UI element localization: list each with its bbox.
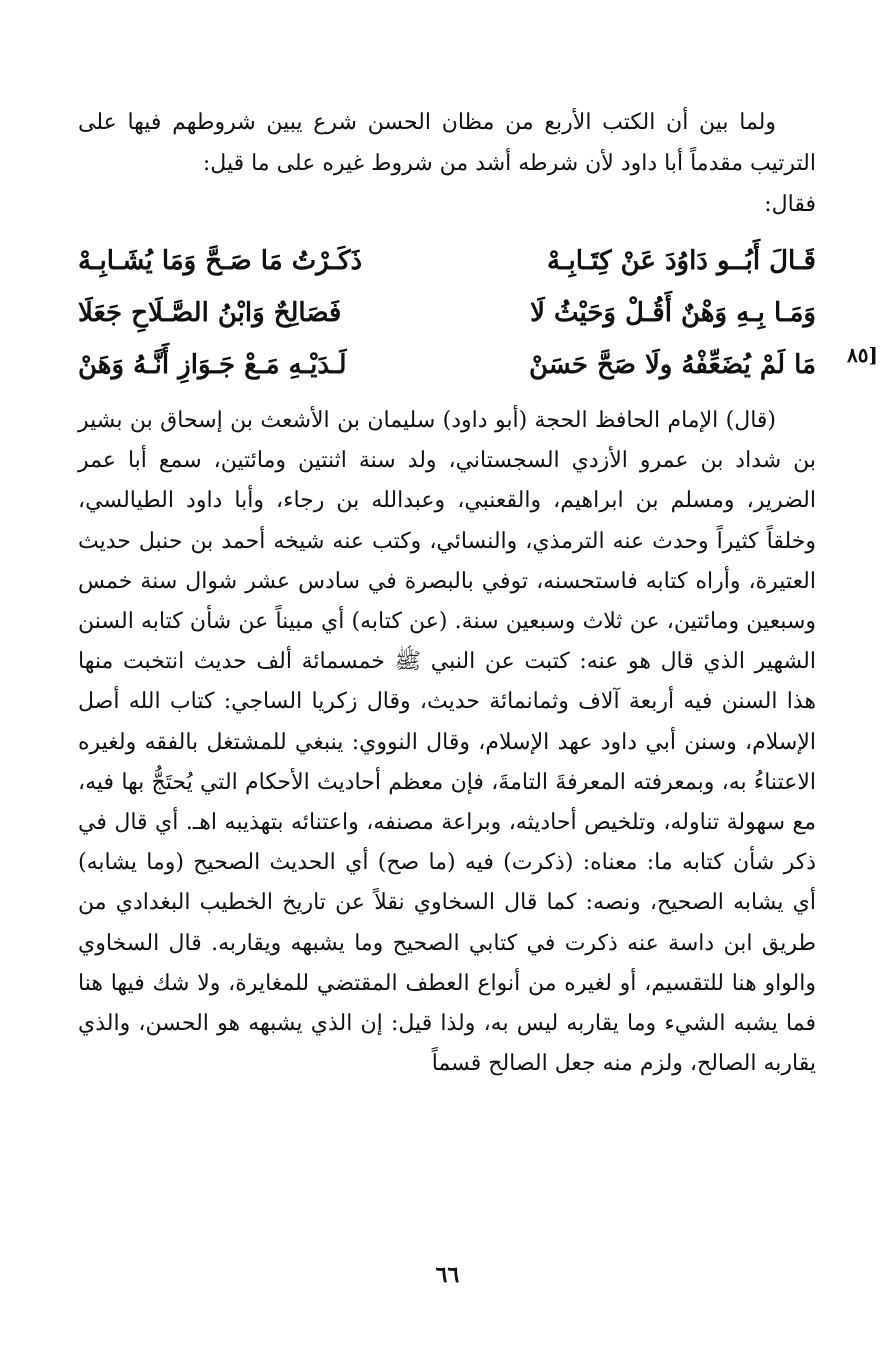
intro-lead: فقال:	[764, 192, 816, 217]
verse-block	[78, 235, 878, 391]
verse-second-hemistich: لَـدَيْـهِ مَـعْ جَـوَازِ أَنَّـهُ وَهَنْ	[78, 350, 347, 380]
page-body	[78, 102, 878, 1084]
verse-first-hemistich: قَـالَ أَبُــو دَاوُدَ عَنْ كِتَـابِـهْ	[547, 246, 816, 276]
verse-number: [٨٥	[847, 343, 878, 367]
intro-paragraph: ولما بين أن الكتب الأربع من مظان الحسن شرع يبين شروطهم فيها على الترتيب مقدماً أبا داود لأن شرطه أشد من شروط غيره على ما قيل:	[78, 110, 816, 176]
verse-line	[78, 287, 816, 339]
verse-second-hemistich: فَصَالِحٌ وَابْنُ الصَّـلَاحِ جَعَلَا	[78, 298, 342, 328]
verse-line	[78, 235, 816, 287]
verse-line	[78, 339, 816, 391]
commentary-section	[78, 401, 816, 1084]
verse-first-hemistich: مَا لَمْ يُضَعِّفْهُ ولَا صَحَّ حَسَنْ	[528, 350, 816, 380]
intro-section	[78, 102, 816, 225]
verse-first-hemistich: وَمَـا بِـهِ وَهْنٌ أَقُـلْ وَحَيْثُ لَا	[530, 298, 816, 328]
verse-second-hemistich: ذَكَـرْتُ مَا صَـحَّ وَمَا يُشَـابِـهْ	[78, 246, 363, 276]
page-number: ٦٦	[435, 1262, 460, 1288]
commentary-paragraph: (قال) الإمام الحافظ الحجة (أبو داود) سليمان بن الأشعث بن إسحاق بن بشير بن شداد بن عمرو الأزدي السجستاني، ولد سنة اثنتين ومائتين، سمع أبا عمر الضرير، ومسلم بن ابراهيم، والقعنبي، وعبدالله بن رجاء، وأبا داود الطيالسي، وخلقاً كثيراً وحدث عنه الترمذي، والنسائي، وكتب عنه شيخه أحمد بن حنبل حديث العتيرة، وأراه كتابه فاستحسنه، توفي بالبصرة في سادس عشر شوال سنة خمس وسبعين ومائتين، عن ثلاث وسبعين سنة. (عن كتابه) أي مبيناً عن شأن كتابه السنن الشهير الذي قال هو عنه: كتبت عن النبي ﷺ خمسمائة ألف حديث انتخبت منها هذا السنن فيه أربعة آلاف وثمانمائة حديث، وقال زكريا الساجي: كتاب الله أصل الإسلام، وسنن أبي داود عهد الإسلام، وقال النووي: ينبغي للمشتغل بالفقه ولغيره الاعتناءُ به، وبمعرفته المعرفةَ التامةَ، فإن معظم أحاديث الأحكام التي يُحتَجُّ بها فيه، مع سهولة تناوله، وتلخيص أحاديثه، وبراعة مصنفه، واعتنائه بتهذيبه اهـ. أي قال في ذكر شأن كتابه ما: معناه: (ذكرت) فيه (ما صح) أي الحديث الصحيح (وما يشابه) أي يشابه الصحيح، ونصه: كما قال السخاوي نقلاً عن تاريخ الخطيب البغدادي من طريق ابن داسة عنه ذكرت في كتابي الصحيح وما يشبهه ويقاربه. قال السخاوي والواو هنا للتقسيم، أو لغيره من أنواع العطف المقتضي للمغايرة، ولا شك فيها هنا فما يشبه الشيء وما يقاربه ليس به، ولذا قيل: إن الذي يشبهه هو الحسن، والذي يقاربه الصالح، ولزم منه جعل الصالح قسماً	[78, 408, 816, 1077]
